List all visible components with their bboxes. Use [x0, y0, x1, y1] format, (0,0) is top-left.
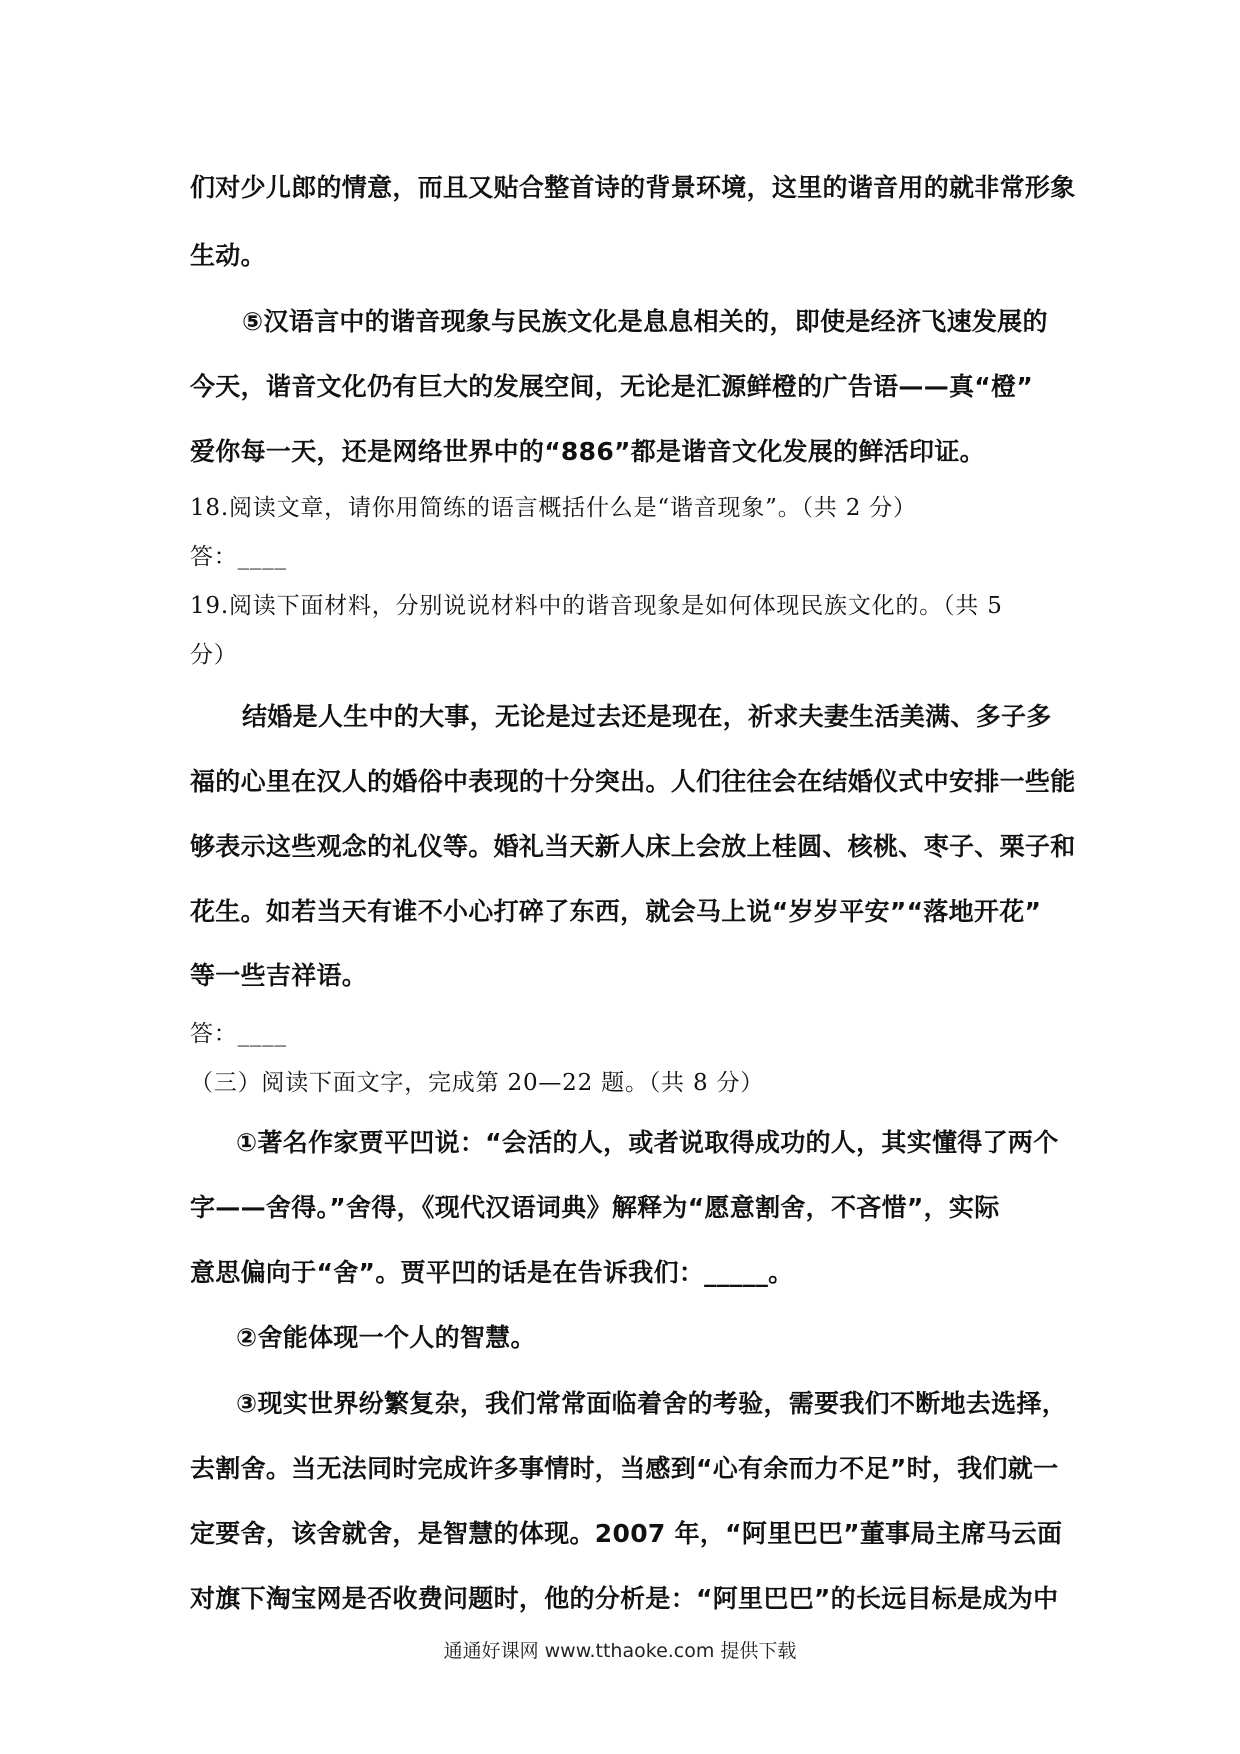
answer-blank-19: 答：____ — [190, 1021, 287, 1047]
passage-line: 今天，谐音文化仍有巨大的发展空间，无论是汇源鲜橙的广告语——真“橙” — [190, 372, 1034, 401]
section-heading: （三）阅读下面文字，完成第 20—22 题。（共 8 分） — [190, 1070, 765, 1096]
page-footer: 通通好课网 www.tthaoke.com 提供下载 — [443, 1640, 797, 1662]
question-19: 19.阅读下面材料，分别说说材料中的谐音现象是如何体现民族文化的。（共 5 — [190, 593, 1003, 619]
question-18: 18.阅读文章，请你用简练的语言概括什么是“谐音现象”。（共 2 分） — [190, 495, 917, 521]
passage-line: 爱你每一天，还是网络世界中的“886”都是谐音文化发展的鲜活印证。 — [190, 437, 985, 466]
passage-line: 对旗下淘宝网是否收费问题时，他的分析是：“阿里巴巴”的长远目标是成为中 — [190, 1584, 1059, 1613]
passage-line: 去割舍。当无法同时完成许多事情时，当感到“心有余而力不足”时，我们就一 — [190, 1454, 1059, 1483]
passage-line: 意思偏向于“舍”。贾平凹的话是在告诉我们：_____。 — [190, 1258, 794, 1287]
passage-line: 生动。 — [190, 241, 266, 270]
question-19-cont: 分） — [190, 642, 238, 668]
material-line: 够表示这些观念的礼仪等。婚礼当天新人床上会放上桂圆、核桃、枣子、栗子和 — [190, 832, 1076, 861]
material-line: 福的心里在汉人的婚俗中表现的十分突出。人们往往会在结婚仪式中安排一些能 — [190, 767, 1076, 796]
passage-line: 们对少儿郎的情意，而且又贴合整首诗的背景环境，这里的谐音用的就非常形象 — [190, 173, 1076, 202]
passage-line: 字——舍得。”舍得，《现代汉语词典》解释为“愿意割舍，不吝惜”，实际 — [190, 1193, 1000, 1222]
passage-line: ③现实世界纷繁复杂，我们常常面临着舍的考验，需要我们不断地去选择， — [236, 1389, 1068, 1418]
passage-line: 定要舍，该舍就舍，是智慧的体现。2007 年，“阿里巴巴”董事局主席马云面 — [190, 1519, 1063, 1548]
material-line: 结婚是人生中的大事，无论是过去还是现在，祈求夫妻生活美满、多子多 — [242, 702, 1052, 731]
material-line: 等一些吉祥语。 — [190, 961, 368, 990]
material-line: 花生。如若当天有谁不小心打碎了东西，就会马上说“岁岁平安”“落地开花” — [190, 897, 1042, 926]
passage-line: ①著名作家贾平凹说：“会活的人，或者说取得成功的人，其实懂得了两个 — [236, 1128, 1059, 1157]
answer-blank-18: 答：____ — [190, 544, 287, 570]
passage-line: ⑤汉语言中的谐音现象与民族文化是息息相关的，即使是经济飞速发展的 — [242, 307, 1048, 336]
passage-line: ②舍能体现一个人的智慧。 — [236, 1323, 536, 1352]
